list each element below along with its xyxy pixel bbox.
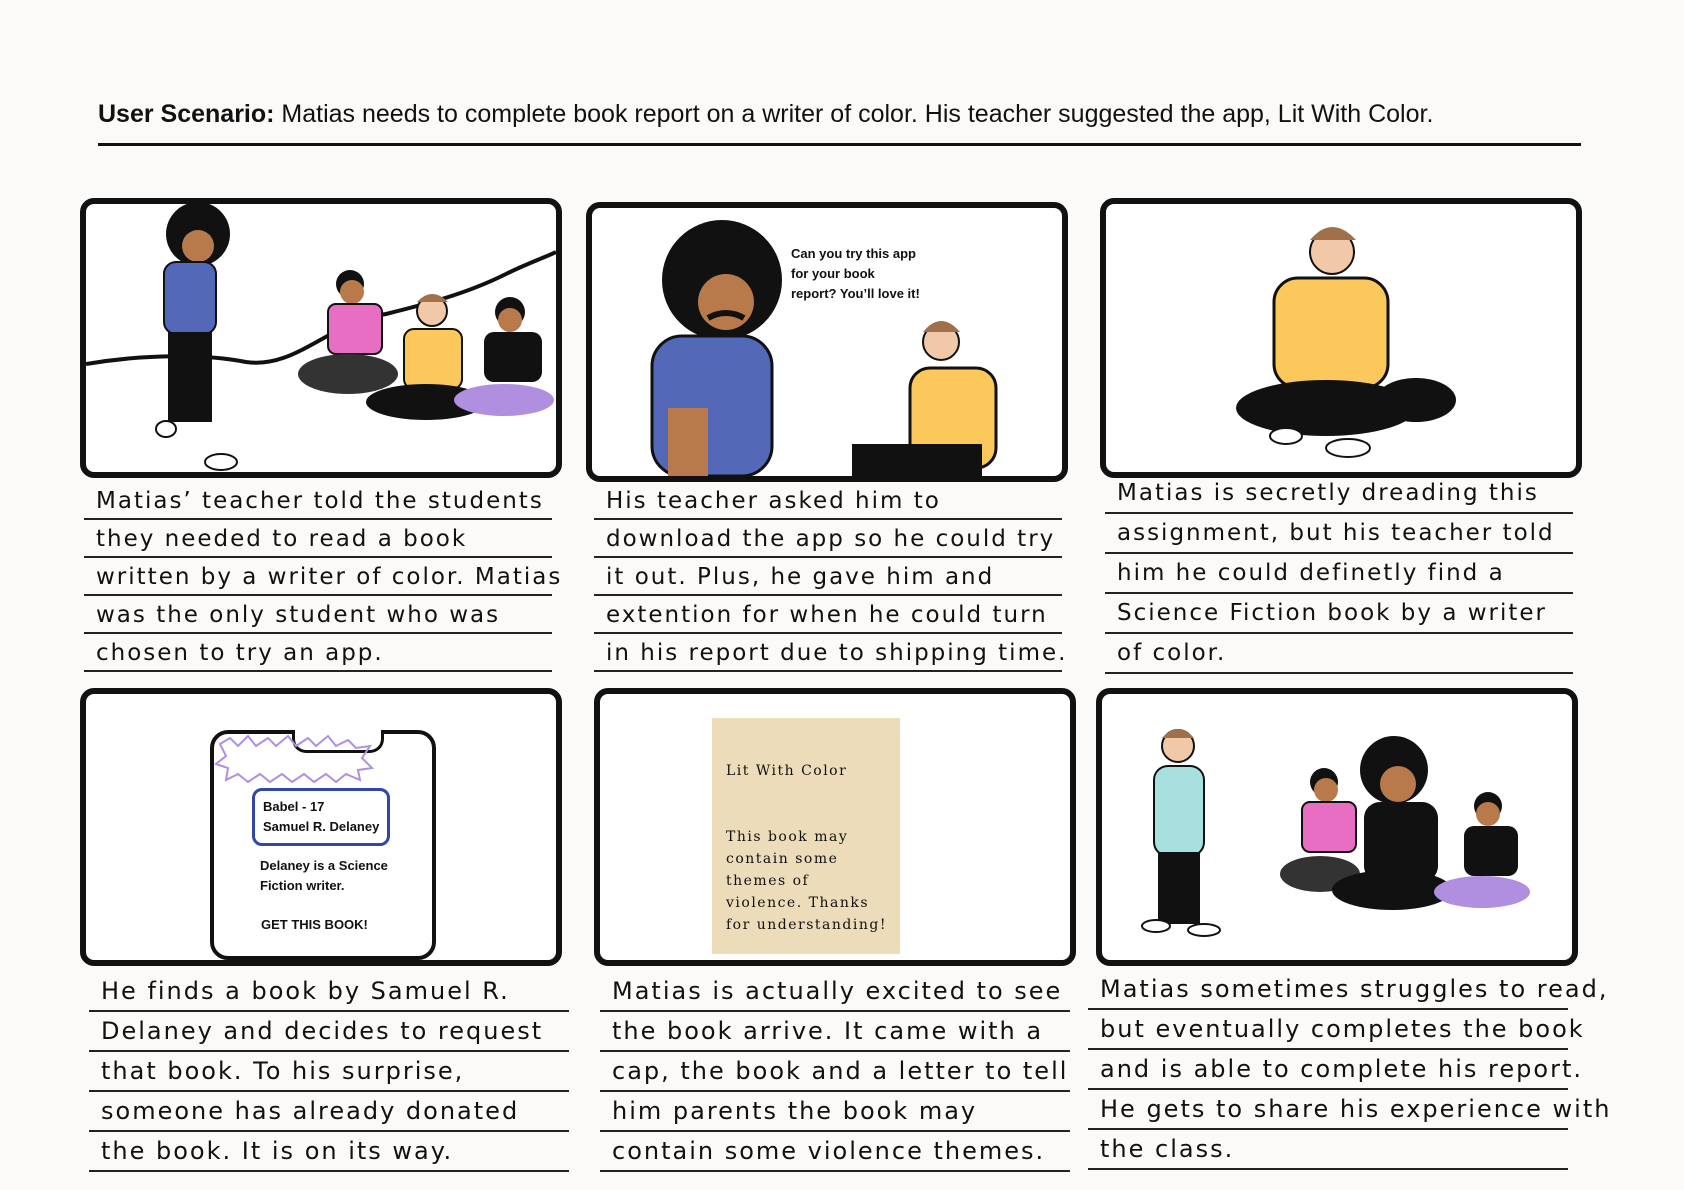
caption-line: him parents the book may [600, 1094, 1070, 1134]
caption-line: download the app so he could try [594, 522, 1062, 560]
caption-line: they needed to read a book [84, 522, 552, 560]
storyboard-panel-5 [594, 688, 1076, 966]
book-author: Samuel R. Delaney [263, 819, 380, 834]
caption-line: Matias is actually excited to see [600, 974, 1070, 1014]
caption-line: him he could definetly find a [1105, 556, 1573, 596]
phone-mockup [210, 730, 436, 960]
panel-6-illustration [1102, 694, 1572, 960]
caption-line: was the only student who was [84, 598, 552, 636]
caption-line: someone has already donated [89, 1094, 569, 1134]
speech-bubble [791, 244, 951, 304]
caption-line: it out. Plus, he gave him and [594, 560, 1062, 598]
caption-line: chosen to try an app. [84, 636, 552, 674]
speech-line: for your book [791, 266, 875, 281]
burst-shape [214, 734, 374, 784]
storyboard-panel-2 [586, 202, 1068, 482]
caption-line: that book. To his surprise, [89, 1054, 569, 1094]
storyboard-panel-3 [1100, 198, 1582, 478]
caption-line: contain some violence themes. [600, 1134, 1070, 1174]
speech-line: report? You’ll love it! [791, 286, 920, 301]
caption-line: extention for when he could turn [594, 598, 1062, 636]
caption-line: but eventually completes the book [1088, 1012, 1568, 1052]
panel-3-illustration [1106, 204, 1576, 472]
panel-5-caption [600, 974, 1070, 1174]
caption-line: written by a writer of color. Matias [84, 560, 552, 598]
caption-line: Matias’ teacher told the students [84, 484, 552, 522]
caption-line: He gets to share his experience with [1088, 1092, 1568, 1132]
storyboard-panel-4 [80, 688, 562, 966]
letter-body: This book may contain some themes of violence. Thanks for understanding! [726, 829, 887, 933]
panel-2-caption [594, 484, 1068, 674]
panel-4-caption [89, 974, 569, 1174]
panel-3-caption [1105, 476, 1573, 676]
caption-line: He finds a book by Samuel R. [89, 974, 569, 1014]
caption-line: of color. [1105, 636, 1573, 676]
scenario-divider [98, 143, 1581, 146]
panel-6-caption [1088, 972, 1612, 1172]
get-book-button[interactable]: GET THIS BOOK! [261, 917, 368, 932]
scenario-text: Matias needs to complete book report on a writer of color. His teacher suggested the app, Lit With Color. [274, 100, 1434, 128]
letter-card [712, 718, 900, 954]
speech-line: Can you try this app [791, 246, 916, 261]
caption-line: cap, the book and a letter to tell [600, 1054, 1070, 1094]
storyboard-panel-6 [1096, 688, 1578, 966]
caption-line: the book arrive. It came with a [600, 1014, 1070, 1054]
caption-line: Matias sometimes struggles to read, [1088, 972, 1568, 1012]
panel-1-caption [84, 484, 563, 674]
caption-line: Matias is secretly dreading this [1105, 476, 1573, 516]
caption-line: the book. It is on its way. [89, 1134, 569, 1174]
caption-line: Science Fiction book by a writer [1105, 596, 1573, 636]
scenario-label: User Scenario: [98, 100, 275, 128]
caption-line: and is able to complete his report. [1088, 1052, 1568, 1092]
caption-line: the class. [1088, 1132, 1568, 1172]
caption-line: in his report due to shipping time. [594, 636, 1062, 674]
book-title: Babel - 17 [263, 799, 325, 814]
scenario-heading [98, 100, 1580, 129]
book-result-card[interactable] [252, 788, 390, 846]
author-info: Delaney is a Science Fiction writer. [260, 858, 388, 893]
caption-line: assignment, but his teacher told [1105, 516, 1573, 556]
letter-heading: Lit With Color [726, 763, 848, 779]
caption-line: Delaney and decides to request [89, 1014, 569, 1054]
storyboard-panel-1 [80, 198, 562, 478]
caption-line: His teacher asked him to [594, 484, 1062, 522]
panel-1-illustration [86, 204, 556, 472]
